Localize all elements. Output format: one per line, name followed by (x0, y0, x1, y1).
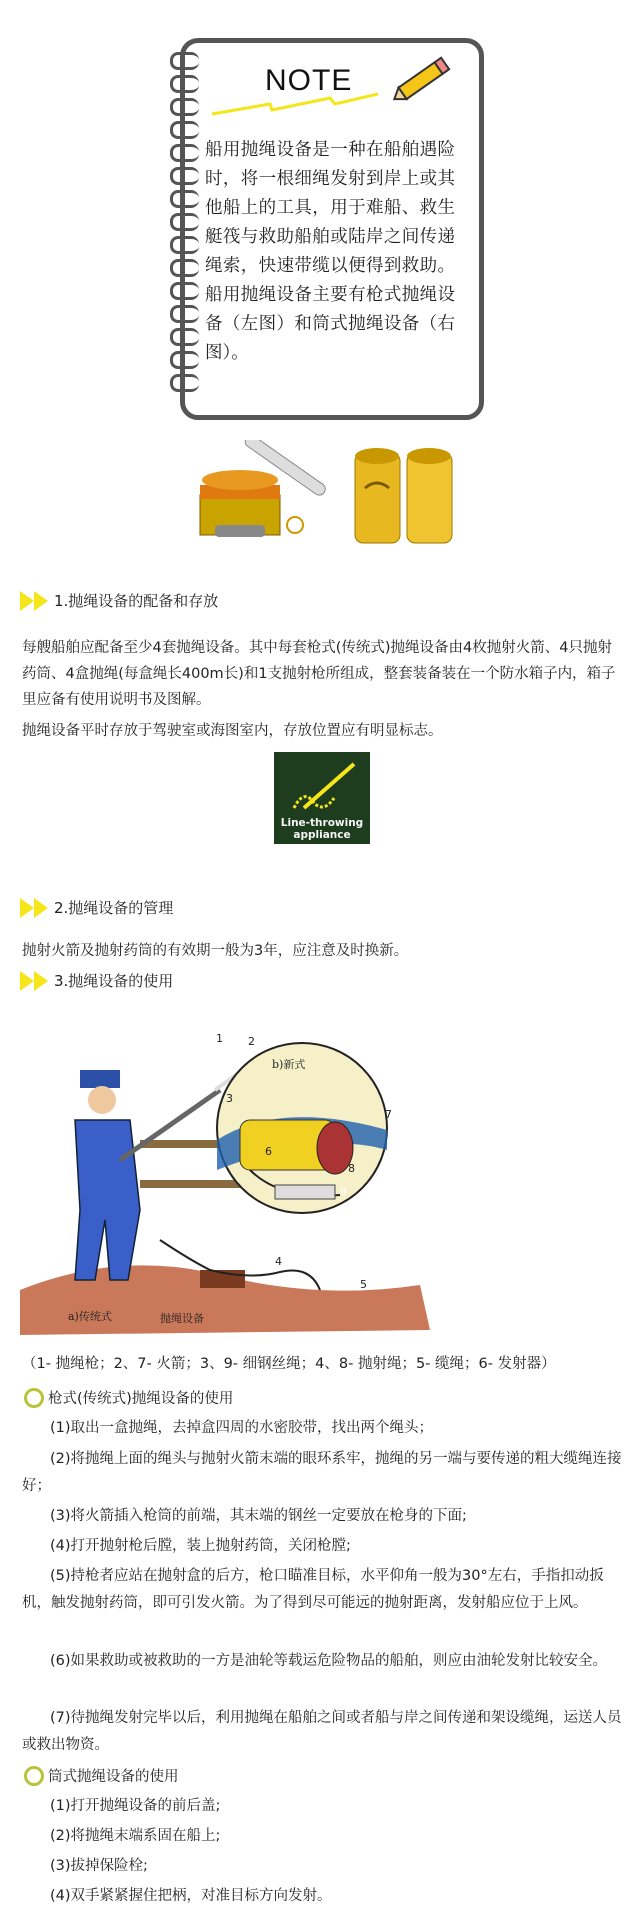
tube-step: (4)双手紧紧握住把柄，对准目标方向发射。 (50, 1888, 332, 1904)
gun-step: (7)待抛绳发射完毕以后，利用抛绳在船舶之间或者船与岸之间传递和架设缆绳，运送人员或救出物资。 (22, 1710, 622, 1753)
gun-step: (1)取出一盒抛绳，去掉盒四周的水密胶带，找出两个绳头； (50, 1420, 434, 1436)
sign-line1: Line-throwing (280, 817, 364, 829)
label-1: 1 (216, 1032, 223, 1045)
note-text: 船用抛绳设备是一种在船舶遇险时，将一根细绳发射到岸上或其他船上的工具，用于难船、救生艇筏与救助船舶或陆岸之间传递绳索，快速带缆以便得到救助。船用抛绳设备主要有枪式抛绳设备（左图）和筒式抛绳设备（右图）。 (205, 140, 455, 363)
section1-para1: 每艘船舶应配备至少4套抛绳设备。其中每套枪式(传统式)抛绳设备由4枚抛射火箭、4只抛射药筒、4盒抛绳(每盒绳长400m长)和1支抛射枪所组成，整套装备装在一个防水箱子内，箱子里应备有使用说明书及图解。 (22, 640, 616, 708)
tube-heading: 筒式抛绳设备的使用 (48, 1769, 179, 1785)
label-a: a)传统式 (68, 1310, 112, 1323)
illustration-caption: （1- 抛绳枪；2、7- 火箭；3、9- 细钢丝绳；4、8- 抛射绳；5- 缆绳；6- 发射器） (22, 1356, 556, 1372)
line-throwing-illustration (20, 1030, 440, 1338)
bullet-circle-icon (24, 1388, 44, 1408)
notebook-rings (170, 52, 200, 402)
label-9: 9 (340, 1185, 347, 1198)
label-4: 4 (275, 1255, 282, 1268)
gun-step: (3)将火箭插入枪筒的前端，其末端的钢丝一定要放在枪身的下面; (50, 1508, 467, 1524)
gun-heading: 枪式(传统式)抛绳设备的使用 (48, 1391, 234, 1407)
double-arrow-icon (20, 896, 56, 920)
sign-line2: appliance (293, 829, 351, 841)
gun-step: (4)打开抛射枪后膛，装上抛射药筒，关闭枪膛; (50, 1538, 351, 1554)
note-title: NOTE (265, 64, 353, 97)
gun-step: (2)将抛绳上面的绳头与抛射火箭末端的眼环系牢，抛绳的另一端与要传递的粗大缆绳连接好； (22, 1451, 622, 1494)
gun-type-appliance-photo (195, 440, 335, 545)
gun-step: (6)如果救助或被救助的一方是油轮等载运危险物品的船舶，则应由油轮发射比较安全。 (50, 1653, 608, 1669)
label-b: b)新式 (272, 1058, 306, 1071)
section2-heading: 2.抛绳设备的管理 (54, 899, 174, 917)
gun-step: (5)持枪者应站在抛射盒的后方，枪口瞄准目标，水平仰角一般为30°左右，手指扣动扳机，触发抛射药筒，即可引发火箭。为了得到尽可能远的抛射距离，发射船应位于上风。 (22, 1568, 604, 1611)
section3-heading: 3.抛绳设备的使用 (54, 972, 174, 990)
label-3: 3 (226, 1092, 233, 1105)
bullet-circle-icon (24, 1766, 44, 1786)
double-arrow-icon (20, 969, 56, 993)
tube-type-appliance-photo (345, 438, 465, 548)
line-throwing-symbol-icon (284, 758, 360, 814)
pencil-icon (388, 54, 458, 104)
tube-step: (2)将抛绳末端系固在船上; (50, 1828, 221, 1844)
label-7: 7 (385, 1108, 392, 1121)
section1-para2: 抛绳设备平时存放于驾驶室或海图室内，存放位置应有明显标志。 (22, 723, 443, 739)
double-arrow-icon (20, 589, 56, 613)
tube-step: (3)拔掉保险栓; (50, 1858, 148, 1874)
section2-para: 抛射火箭及抛射药筒的有效期一般为3年，应注意及时换新。 (22, 943, 409, 959)
tube-step: (1)打开抛绳设备的前后盖; (50, 1798, 221, 1814)
label-5: 5 (360, 1278, 367, 1291)
label-2: 2 (248, 1035, 255, 1048)
label-device: 抛绳设备 (160, 1312, 204, 1325)
label-8: 8 (348, 1162, 355, 1175)
section1-heading: 1.抛绳设备的配备和存放 (54, 592, 219, 610)
label-6: 6 (265, 1145, 272, 1158)
line-throwing-sign (274, 752, 370, 844)
